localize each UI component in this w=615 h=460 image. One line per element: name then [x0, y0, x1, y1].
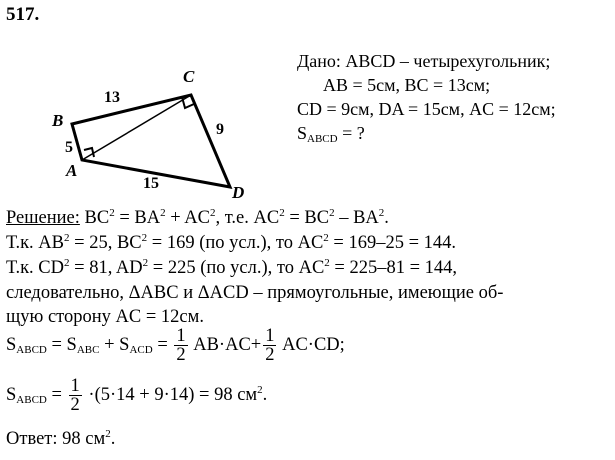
solution-line-4: следовательно, ΔABC и ΔACD – прямоугольные, имеющие об-: [6, 283, 504, 303]
vertex-d-label: D: [232, 183, 245, 202]
vertex-b-label: B: [52, 111, 64, 130]
fraction-half: $\frac{1}{2}$: [176, 326, 186, 365]
solution-line-2: Т.к. $AB^2 = 25$, $BC^2 = 169$ (по усл.), то $AC^2 = 169-25 = 144$.: [6, 232, 457, 253]
given-line-4: $S_{ABCD}$ = ?: [297, 123, 365, 145]
fraction-half: $\frac{1}{2}$: [265, 326, 275, 365]
quadrilateral-figure: [0, 0, 300, 205]
solution-line-3: Т.к. $CD^2 = 81$, $AD^2 = 225$ (по усл.), то $AC^2 = 225-81 = 144$,: [6, 257, 458, 278]
vertex-c-label: C: [183, 67, 195, 86]
vertex-a-label: A: [66, 161, 78, 180]
solution-line-1: Решение: $BC^2 = BA^2 + AC^2$, т.е. $AC^2 = BC^2 - BA^2$.: [6, 207, 389, 228]
given-line-3: CD = 9см, DA = 15см, AC = 12см;: [297, 99, 556, 119]
side-cd-label: 9: [216, 121, 224, 138]
solution-label: Решение:: [6, 208, 80, 228]
side-ad-label: 15: [143, 175, 159, 192]
quadrilateral-outline: [72, 95, 230, 187]
given-line-1: Дано: ABCD – четырехугольник;: [297, 51, 551, 71]
solution-line-6: $S_{ABCD} = S_{ABC} + S_{ACD}$ = $\frac{1}{2}$ AB·AC+ $\frac{1}{2}$ AC·CD;: [6, 326, 345, 365]
solution-line-7: $S_{ABCD}$ = $\frac{1}{2}$ ·(5·14 + 9·14) = 98 $см^2$.: [6, 376, 268, 415]
diagonal-ac: [82, 95, 191, 160]
problem-number: 517.: [6, 4, 40, 25]
answer-line: Ответ: 98 $см^2$.: [6, 428, 116, 449]
given-line-2: AB = 5см, BC = 13см;: [323, 75, 491, 95]
solution-line-5: щую сторону AC = 12см.: [6, 307, 204, 327]
fraction-half: $\frac{1}{2}$: [70, 376, 80, 415]
side-ab-label: 5: [65, 139, 73, 156]
side-bc-label: 13: [104, 89, 120, 106]
